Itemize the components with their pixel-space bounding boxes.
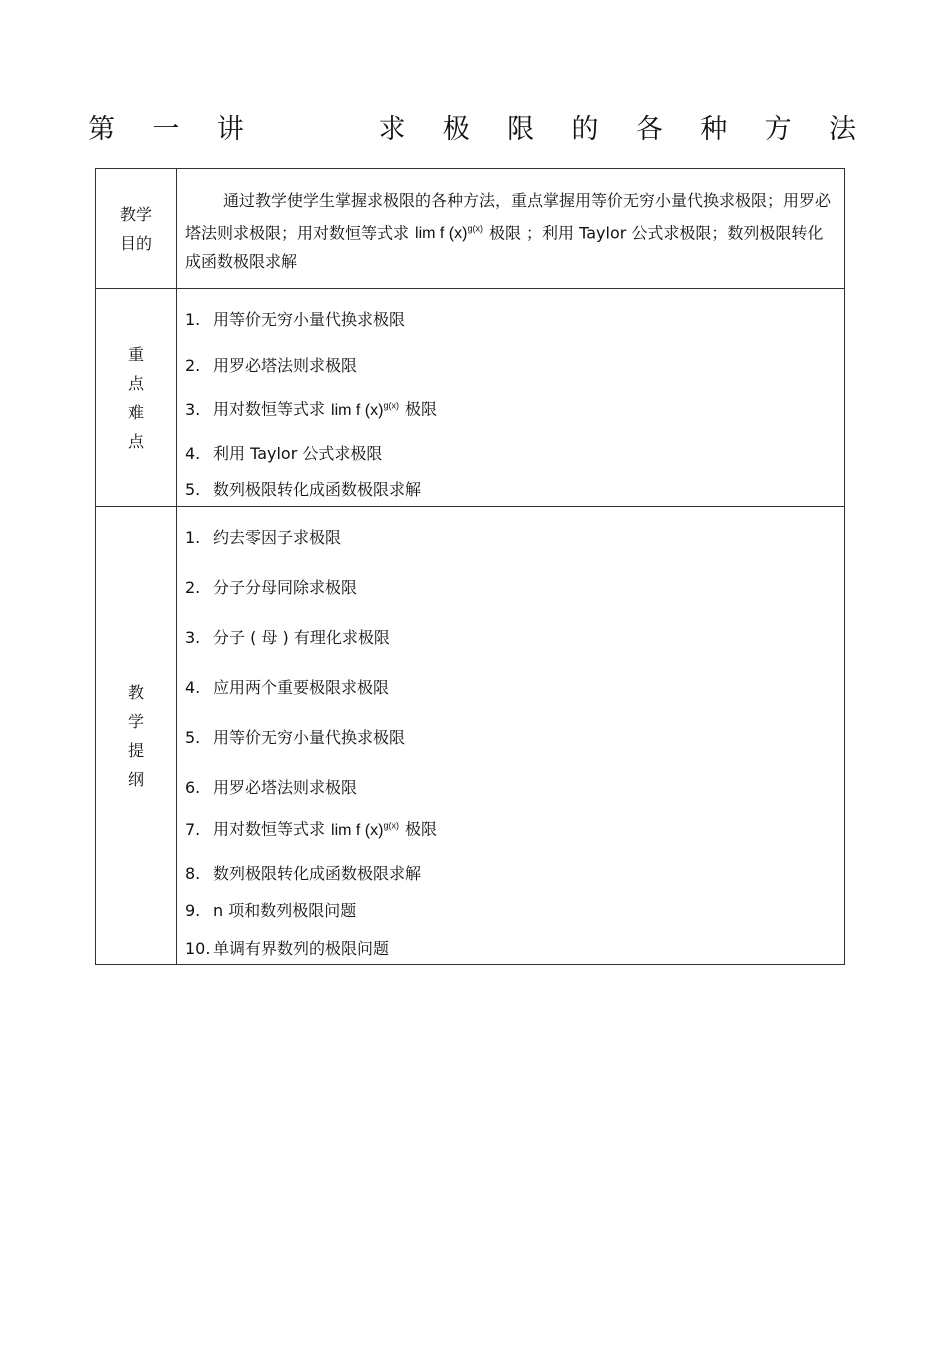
title-char: 各 (635, 114, 663, 145)
list-item: 4. 应用两个重要极限求极限 (185, 678, 390, 698)
title-char: 的 (571, 114, 599, 145)
title-char: 一 (152, 114, 180, 145)
list-item: 4. 利用 Taylor 公式求极限 (185, 444, 383, 464)
goal-row (96, 169, 845, 289)
list-item: 3. 用对数恒等式求 lim f $(x)^{g(x)}$ 极限 (185, 399, 437, 419)
list-item: 5. 用等价无穷小量代换求极限 (185, 728, 406, 748)
key-points-list (177, 289, 844, 506)
goal-content (177, 169, 845, 289)
key-points-content (177, 289, 845, 507)
list-item: 5. 数列极限转化成函数极限求解 (185, 480, 422, 500)
title-char: 方 (764, 114, 792, 145)
list-item: 1. 用等价无穷小量代换求极限 (185, 310, 406, 330)
title-gap (281, 110, 341, 150)
outline-list (177, 507, 844, 964)
key-points-label: 重 点 难 点 (96, 289, 177, 507)
goal-label: 教学 目的 (96, 169, 177, 289)
title-char: 讲 (216, 114, 244, 145)
outline-row (96, 507, 845, 965)
goal-text-2: 极限 ；利用 Taylor 公式求极限；数列极限转化成函数极限求解 (185, 223, 824, 272)
outline-label: 教 学 提 纲 (96, 507, 177, 965)
lesson-table (95, 168, 845, 965)
list-item: 8. 数列极限转化成函数极限求解 (185, 864, 422, 884)
list-item: 1. 约去零因子求极限 (185, 528, 342, 548)
title-char: 种 (700, 114, 728, 145)
list-item: 9. n 项和数列极限问题 (185, 901, 357, 921)
math-expression: lim f $(x)^{g(x)}$ (331, 400, 399, 419)
list-item: 2. 分子分母同除求极限 (185, 578, 358, 598)
title-char: 第 (88, 114, 115, 145)
list-item: 2. 用罗必塔法则求极限 (185, 356, 358, 376)
list-item: 10. 单调有界数列的极限问题 (185, 939, 390, 959)
list-item: 6. 用罗必塔法则求极限 (185, 778, 358, 798)
list-item: 3. 分子 ( 母 ) 有理化求极限 (185, 628, 390, 648)
math-expression: lim f $(x)^{g(x)}$ (331, 820, 399, 839)
key-points-row (96, 289, 845, 507)
outline-content (177, 507, 845, 965)
title-char: 法 (828, 114, 856, 145)
list-item: 7. 用对数恒等式求 lim f $(x)^{g(x)}$ 极限 (185, 819, 437, 839)
title-char: 求 (378, 114, 406, 145)
goal-text-1: 通过教学使学生掌握求极限的各种方法，重点掌握用等价无穷小量代换求极限；用罗必塔法则求极限；用对数恒等式求 (185, 191, 832, 243)
title-char: 极 (442, 114, 470, 145)
title-char: 限 (507, 114, 535, 145)
math-expression: lim f $(x)^{g(x)}$ (415, 224, 483, 243)
page-title (88, 110, 856, 150)
